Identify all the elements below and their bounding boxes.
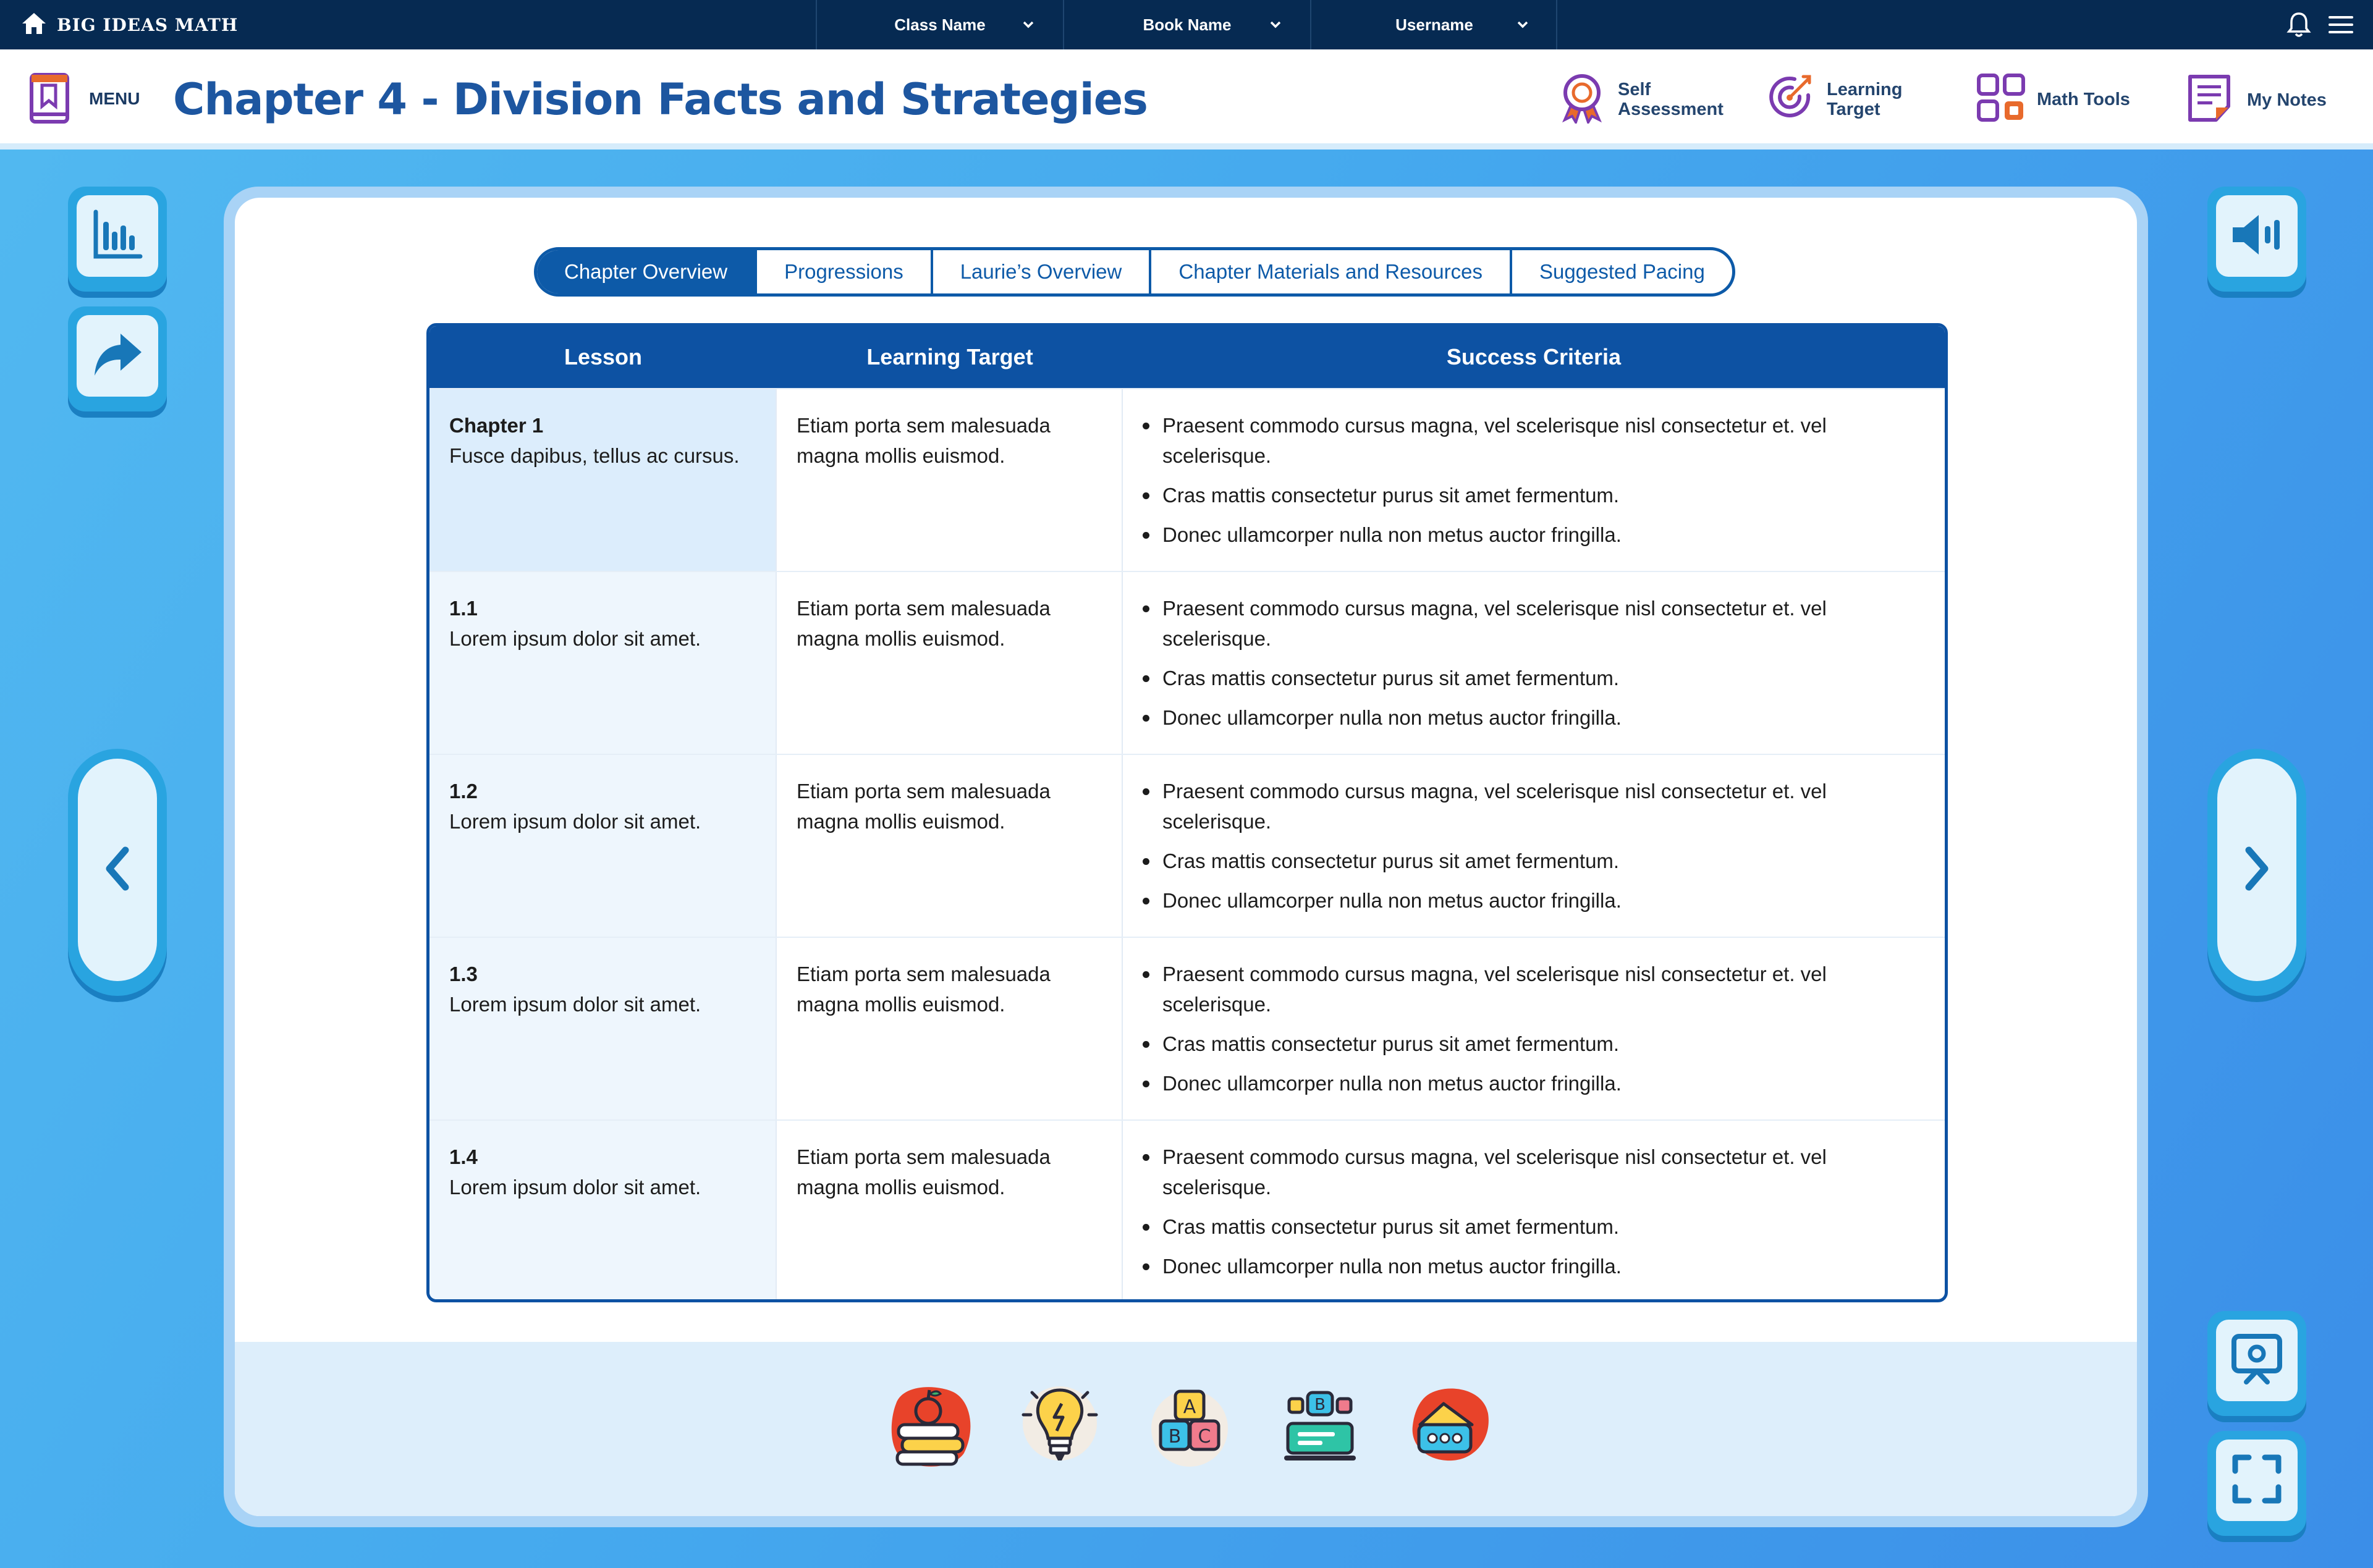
svg-text:A: A	[1183, 1396, 1196, 1418]
audio-button[interactable]	[2207, 187, 2306, 292]
lesson-cell	[429, 755, 777, 937]
share-arrow-icon	[91, 330, 144, 382]
svg-text:B: B	[1314, 1396, 1326, 1414]
tools-grid-icon	[1975, 72, 2027, 127]
chevron-down-icon	[1268, 17, 1283, 36]
brand-name: BIG IDEAS MATH	[57, 14, 239, 35]
criteria-list	[1141, 593, 1908, 733]
table-row	[429, 754, 1945, 937]
username-dropdown[interactable]	[1310, 0, 1557, 49]
criteria-list	[1141, 410, 1908, 550]
lesson-number: 1.1	[449, 597, 478, 620]
success-criteria-cell	[1123, 755, 1945, 937]
criteria-item: Donec ullamcorper nulla non metus auctor fringilla.	[1141, 1068, 1908, 1098]
lesson-description: Lorem ipsum dolor sit amet.	[449, 993, 701, 1016]
fullscreen-icon	[2230, 1452, 2283, 1509]
tab-lauries-overview[interactable]: Laurie’s Overview	[933, 250, 1152, 293]
table-header	[429, 326, 1945, 388]
lesson-cell	[429, 938, 777, 1119]
svg-text:B: B	[1168, 1426, 1182, 1448]
lesson-cell	[429, 1121, 777, 1302]
content-panel-inner	[235, 198, 2137, 1516]
column-header-learning-target: Learning Target	[866, 344, 1033, 369]
previous-page-button-face	[78, 759, 157, 981]
svg-text:C: C	[1198, 1426, 1211, 1448]
criteria-item: Donec ullamcorper nulla non metus auctor fringilla.	[1141, 702, 1908, 733]
lesson-number: Chapter 1	[449, 414, 544, 437]
fullscreen-button-face	[2216, 1439, 2298, 1521]
b-block-card-icon[interactable]	[1273, 1379, 1366, 1472]
abc-blocks-icon[interactable]	[1143, 1379, 1236, 1472]
book-name-value: Book Name	[1143, 15, 1232, 34]
bookmark-book-icon[interactable]	[28, 72, 72, 128]
speaker-icon	[2229, 210, 2285, 263]
my-notes-label: My Notes	[2247, 90, 2327, 110]
overview-tabs	[534, 247, 1735, 297]
success-criteria-cell	[1123, 938, 1945, 1119]
criteria-item: Cras mattis consectetur purus sit amet fermentum.	[1141, 1029, 1908, 1059]
lightbulb-icon[interactable]	[1013, 1379, 1106, 1472]
resource-icon-row	[884, 1379, 1495, 1472]
present-button[interactable]	[2207, 1311, 2306, 1416]
criteria-list	[1141, 776, 1908, 916]
self-assessment-label	[1618, 80, 1724, 119]
present-button-face	[2216, 1320, 2298, 1401]
next-page-button-face	[2217, 759, 2296, 981]
lesson-number: 1.3	[449, 963, 478, 985]
target-arrow-icon	[1765, 72, 1817, 127]
content-panel	[224, 187, 2148, 1527]
criteria-item: Cras mattis consectetur purus sit amet fermentum.	[1141, 480, 1908, 510]
home-icon	[21, 12, 47, 38]
lesson-number: 1.4	[449, 1145, 478, 1168]
criteria-item: Cras mattis consectetur purus sit amet fermentum.	[1141, 663, 1908, 693]
class-name-dropdown[interactable]	[816, 0, 1063, 49]
share-button[interactable]	[68, 306, 167, 411]
award-ribbon-icon	[1556, 72, 1608, 127]
bell-icon[interactable]	[2286, 11, 2311, 41]
bar-chart-icon	[91, 208, 144, 264]
criteria-item: Praesent commodo cursus magna, vel scelerisque nisl consectetur et. vel scelerisque.	[1141, 593, 1908, 654]
notes-icon	[2185, 72, 2237, 128]
column-header-success-criteria: Success Criteria	[1446, 344, 1622, 369]
criteria-item: Donec ullamcorper nulla non metus auctor fringilla.	[1141, 1251, 1908, 1281]
reports-button[interactable]	[68, 187, 167, 292]
column-header-lesson: Lesson	[564, 344, 643, 369]
lesson-cell	[429, 572, 777, 754]
book-name-dropdown[interactable]	[1063, 0, 1310, 49]
table-row	[429, 388, 1945, 571]
self-assessment-label-line-1: Self	[1618, 79, 1651, 99]
success-criteria-cell	[1123, 572, 1945, 754]
learning-target-label-line-1: Learning	[1827, 79, 1903, 99]
chevron-left-icon	[102, 844, 133, 896]
fullscreen-button[interactable]	[2207, 1431, 2306, 1536]
learning-target-cell: Etiam porta sem malesuada magna mollis euismod.	[777, 1121, 1123, 1302]
criteria-list	[1141, 959, 1908, 1098]
topbar-divider	[1556, 0, 1557, 49]
tab-chapter-materials[interactable]: Chapter Materials and Resources	[1151, 250, 1512, 293]
criteria-item: Donec ullamcorper nulla non metus auctor fringilla.	[1141, 885, 1908, 916]
audio-button-face	[2216, 195, 2298, 277]
lesson-description: Lorem ipsum dolor sit amet.	[449, 1176, 701, 1199]
tab-chapter-overview[interactable]: Chapter Overview	[537, 250, 757, 293]
chevron-down-icon	[1515, 17, 1530, 36]
criteria-list	[1141, 1142, 1908, 1281]
success-criteria-cell	[1123, 1121, 1945, 1302]
table-row	[429, 571, 1945, 754]
chapter-header	[0, 49, 2373, 150]
criteria-item: Cras mattis consectetur purus sit amet fermentum.	[1141, 846, 1908, 876]
hamburger-menu-icon[interactable]	[2327, 14, 2354, 39]
learning-target-label	[1827, 80, 1902, 119]
criteria-item: Praesent commodo cursus magna, vel scelerisque nisl consectetur et. vel scelerisque.	[1141, 1142, 1908, 1202]
reports-button-face	[77, 195, 158, 277]
chevron-right-icon	[2241, 844, 2272, 896]
next-page-button[interactable]	[2207, 749, 2306, 996]
lesson-number: 1.2	[449, 780, 478, 803]
lesson-description: Fusce dapibus, tellus ac cursus.	[449, 444, 740, 467]
learning-target-cell: Etiam porta sem malesuada magna mollis euismod.	[777, 755, 1123, 937]
menu-label[interactable]: MENU	[89, 89, 140, 108]
previous-page-button[interactable]	[68, 749, 167, 996]
success-criteria-cell	[1123, 389, 1945, 571]
criteria-item: Praesent commodo cursus magna, vel scelerisque nisl consectetur et. vel scelerisque.	[1141, 959, 1908, 1019]
learning-target-button[interactable]	[1765, 72, 1902, 127]
page-title: Chapter 4 - Division Facts and Strategies	[173, 74, 1148, 125]
learning-target-cell: Etiam porta sem malesuada magna mollis euismod.	[777, 572, 1123, 754]
chat-dots-icon[interactable]	[1403, 1379, 1495, 1472]
resource-footer	[235, 1342, 2137, 1516]
table-row	[429, 937, 1945, 1119]
brand-home-link[interactable]	[21, 0, 238, 49]
learning-target-cell: Etiam porta sem malesuada magna mollis euismod.	[777, 389, 1123, 571]
lesson-description: Lorem ipsum dolor sit amet.	[449, 810, 701, 833]
tab-suggested-pacing[interactable]: Suggested Pacing	[1539, 260, 1705, 283]
self-assessment-button[interactable]	[1556, 72, 1724, 127]
books-apple-icon[interactable]	[884, 1379, 976, 1472]
table-row	[429, 1119, 1945, 1302]
share-button-face	[77, 315, 158, 397]
criteria-item: Praesent commodo cursus magna, vel scelerisque nisl consectetur et. vel scelerisque.	[1141, 776, 1908, 837]
math-tools-label: Math Tools	[2037, 89, 2130, 109]
overview-table	[426, 323, 1948, 1302]
learning-target-cell: Etiam porta sem malesuada magna mollis euismod.	[777, 938, 1123, 1119]
my-notes-button[interactable]	[2185, 72, 2327, 128]
presentation-icon	[2229, 1331, 2285, 1390]
class-name-value: Class Name	[894, 15, 986, 34]
learning-target-label-line-2: Target	[1827, 99, 1880, 119]
tab-progressions[interactable]: Progressions	[757, 250, 933, 293]
criteria-item: Praesent commodo cursus magna, vel scelerisque nisl consectetur et. vel scelerisque.	[1141, 410, 1908, 471]
criteria-item: Donec ullamcorper nulla non metus auctor fringilla.	[1141, 520, 1908, 550]
top-bar	[0, 0, 2373, 49]
self-assessment-label-line-2: Assessment	[1618, 99, 1724, 119]
math-tools-button[interactable]	[1975, 72, 2130, 127]
lesson-description: Lorem ipsum dolor sit amet.	[449, 627, 701, 650]
chevron-down-icon	[1021, 17, 1036, 36]
lesson-cell	[429, 389, 777, 571]
username-value: Username	[1395, 15, 1473, 34]
criteria-item: Cras mattis consectetur purus sit amet fermentum.	[1141, 1212, 1908, 1242]
